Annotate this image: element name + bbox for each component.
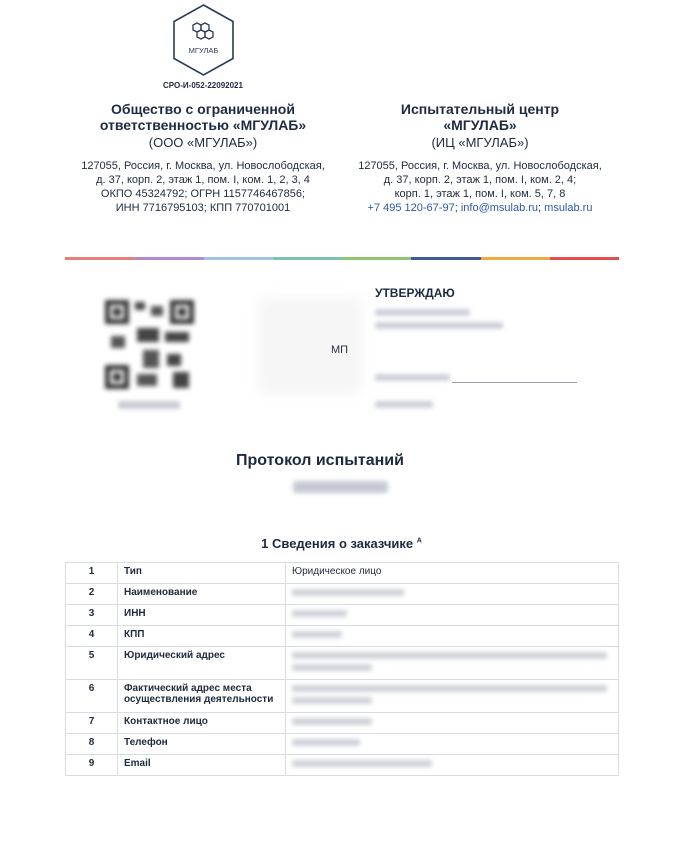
- organization-info: [65, 101, 341, 215]
- sro-number: СРО-И-052-22092021: [163, 81, 243, 90]
- section-title-text: 1 Сведения о заказчике: [261, 536, 414, 551]
- center-address-line: корп. 1, этаж 1, пом. I, ком. 5, 7, 8: [394, 188, 566, 200]
- stripe-segment: [342, 257, 411, 260]
- logo-text: МГУЛАБ: [188, 46, 219, 55]
- qr-code: [103, 298, 196, 391]
- row-label: Тип: [118, 563, 286, 584]
- table-row: [66, 605, 619, 626]
- row-value: Юридическое лицо: [286, 563, 619, 584]
- test-center-info: [342, 101, 618, 215]
- center-address-line: 127055, Россия, г. Москва, ул. Новослободская,: [358, 160, 602, 172]
- row-value: [286, 734, 619, 755]
- table-row: [66, 584, 619, 605]
- email-link[interactable]: info@msulab.ru: [460, 202, 539, 214]
- table-row: [66, 680, 619, 713]
- color-stripe: [65, 257, 619, 260]
- table-row: [66, 626, 619, 647]
- row-number: 8: [66, 734, 118, 755]
- approval-title: УТВЕРЖДАЮ: [375, 286, 455, 300]
- row-value: [286, 584, 619, 605]
- row-number: 1: [66, 563, 118, 584]
- row-value: [286, 647, 619, 680]
- approver-position: [375, 322, 503, 329]
- stripe-segment: [273, 257, 342, 260]
- table-row: [66, 755, 619, 776]
- table-row: [66, 563, 619, 584]
- qr-caption: [118, 401, 180, 409]
- row-number: 7: [66, 713, 118, 734]
- org-short-name: (ООО «МГУЛАБ»): [148, 135, 258, 150]
- row-label: КПП: [118, 626, 286, 647]
- approver-name: [375, 374, 450, 381]
- row-number: 2: [66, 584, 118, 605]
- row-number: 6: [66, 680, 118, 713]
- center-name-line: «МГУЛАБ»: [443, 117, 517, 133]
- row-value: [286, 605, 619, 626]
- center-short-name: (ИЦ «МГУЛАБ»): [431, 135, 529, 150]
- section-title: [0, 536, 675, 551]
- center-name-line: Испытательный центр: [400, 101, 560, 117]
- org-name-line: Общество с ограниченной: [111, 101, 295, 117]
- row-value: [286, 626, 619, 647]
- org-address-line: д. 37, корп. 2, этаж 1, пом. I, ком. 1, 2, 3, 4: [96, 174, 310, 186]
- approver-position: [375, 309, 470, 316]
- protocol-number: [293, 481, 388, 493]
- row-label: Наименование: [118, 584, 286, 605]
- center-address-line: д. 37, корп. 2, этаж 1, пом. I, ком. 2, 4;: [383, 174, 577, 186]
- row-number: 9: [66, 755, 118, 776]
- customer-info-table: [65, 562, 619, 776]
- row-number: 3: [66, 605, 118, 626]
- approval-date: [375, 401, 433, 408]
- table-row: [66, 734, 619, 755]
- row-label: Юридический адрес: [118, 647, 286, 680]
- stripe-segment: [481, 257, 550, 260]
- stamp-placeholder: МП: [331, 344, 349, 356]
- protocol-title: Протокол испытаний: [236, 452, 404, 469]
- table-row: [66, 713, 619, 734]
- org-address-line: 127055, Россия, г. Москва, ул. Новослободская,: [81, 160, 325, 172]
- stripe-segment: [550, 257, 619, 260]
- table-row: [66, 647, 619, 680]
- row-label: ИНН: [118, 605, 286, 626]
- contacts-line: +7 495 120-67-97; info@msulab.ru; msulab.ru: [367, 202, 593, 214]
- section-note-mark: А: [416, 537, 422, 545]
- row-number: 4: [66, 626, 118, 647]
- org-ids-line: ОКПО 45324792; ОГРН 1157746467856;: [100, 188, 306, 200]
- company-logo: [171, 3, 236, 77]
- stripe-segment: [134, 257, 203, 260]
- org-name-line: ответственностью «МГУЛАБ»: [99, 117, 307, 133]
- row-label: Фактический адрес места осуществления деятельности: [118, 680, 286, 713]
- row-value: [286, 713, 619, 734]
- stripe-segment: [204, 257, 273, 260]
- row-label: Контактное лицо: [118, 713, 286, 734]
- row-number: 5: [66, 647, 118, 680]
- row-value: [286, 680, 619, 713]
- signature-line: [452, 382, 577, 383]
- phone-link[interactable]: +7 495 120-67-97: [367, 202, 455, 214]
- row-label: Телефон: [118, 734, 286, 755]
- site-link[interactable]: msulab.ru: [544, 202, 593, 214]
- org-ids-line: ИНН 7716795103; КПП 770701001: [115, 202, 291, 214]
- row-value: [286, 755, 619, 776]
- stripe-segment: [411, 257, 480, 260]
- stripe-segment: [65, 257, 134, 260]
- row-label: Email: [118, 755, 286, 776]
